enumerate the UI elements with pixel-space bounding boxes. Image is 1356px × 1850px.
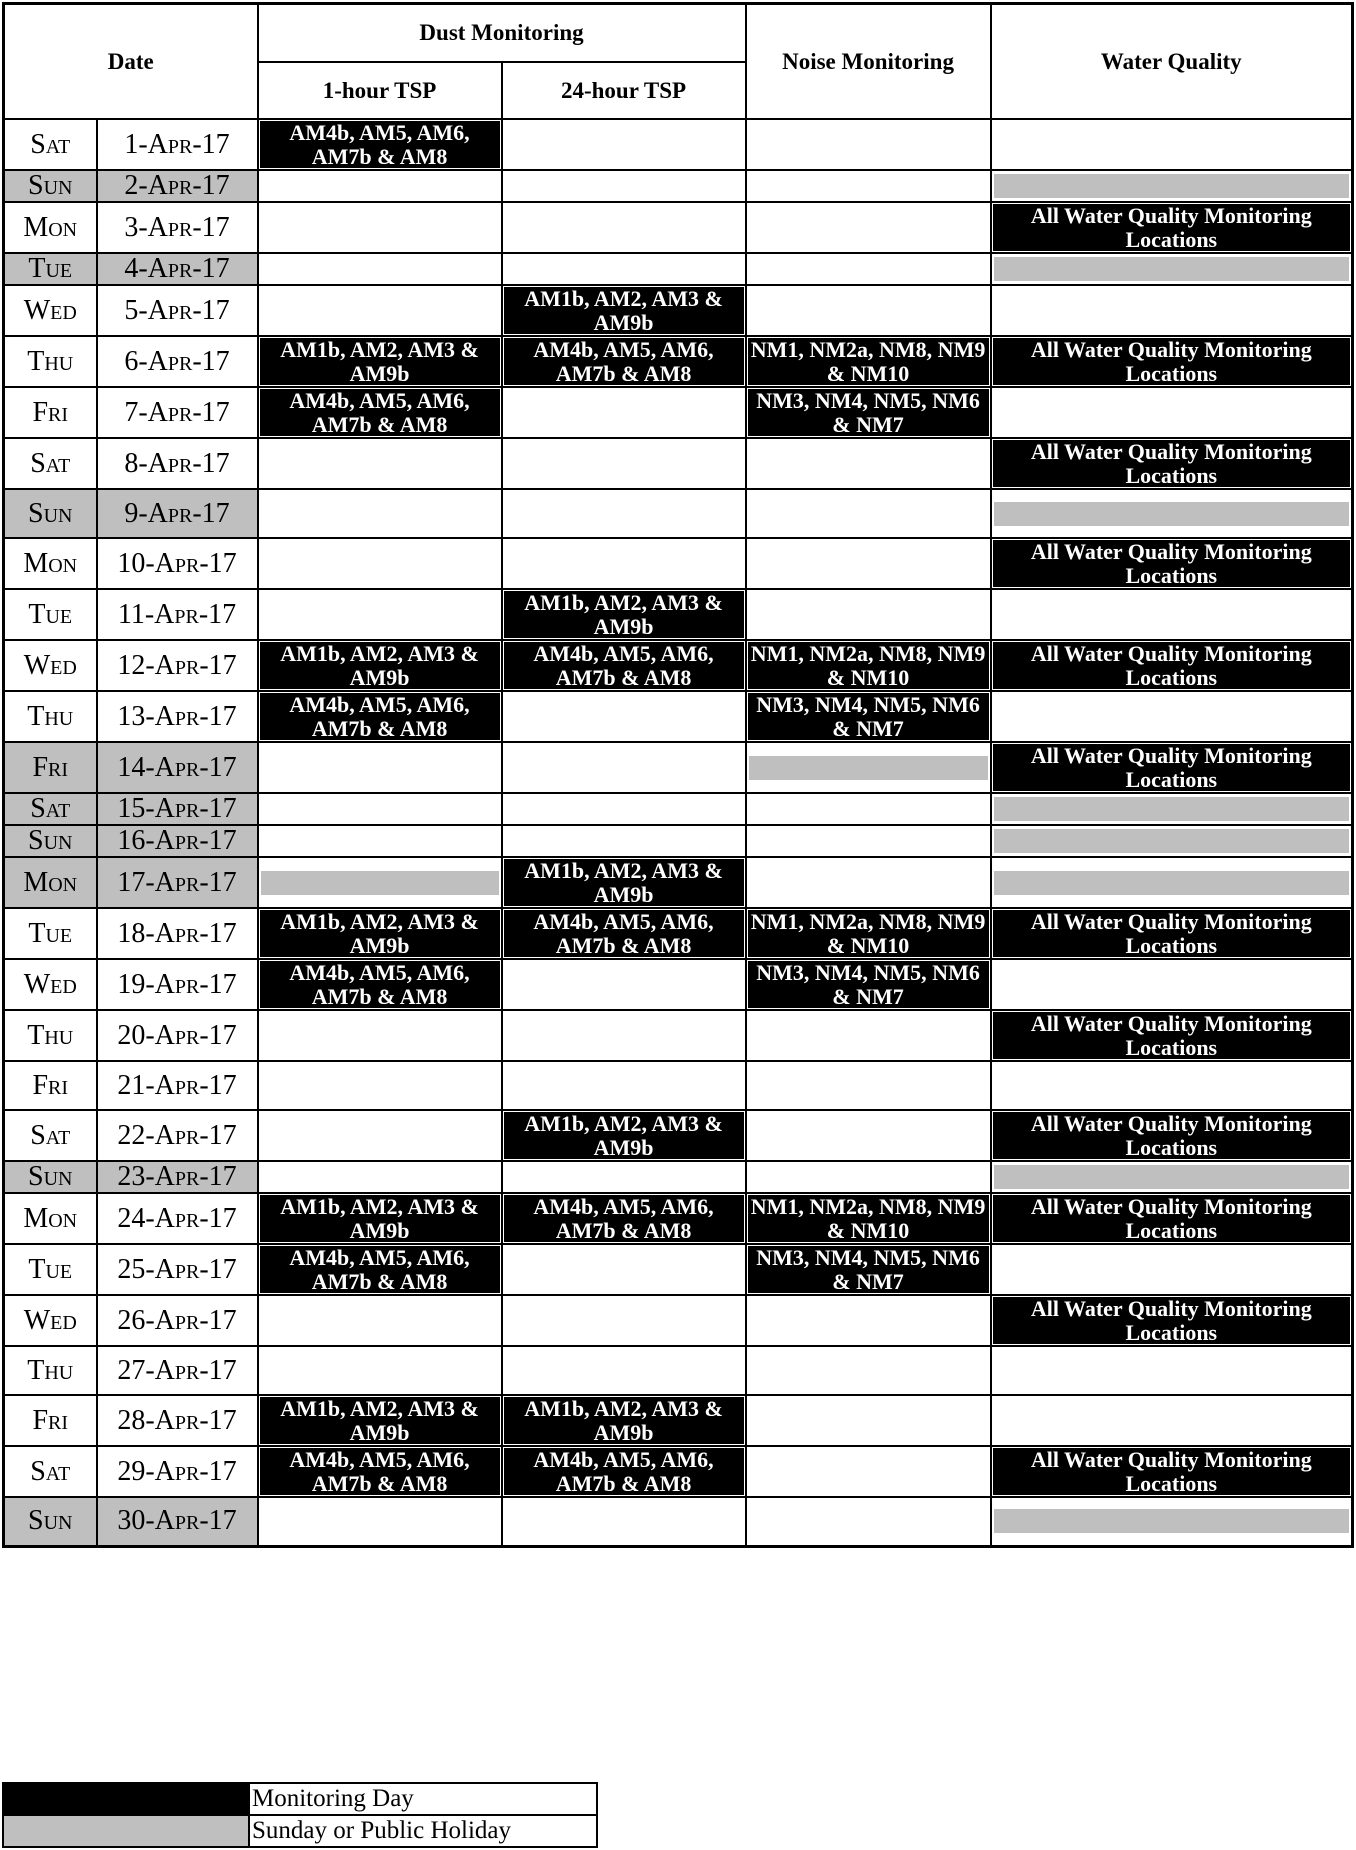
day-cell: Sat	[4, 1110, 97, 1161]
tsp-24h-cell	[502, 1161, 746, 1193]
water-cell	[991, 857, 1353, 908]
table-row	[4, 1446, 1353, 1497]
holiday-fill	[261, 871, 499, 895]
monitoring-block: AM1b, AM2, AM3 & AM9b	[260, 1397, 500, 1444]
tsp-24h-cell	[502, 438, 746, 489]
monitoring-block: NM1, NM2a, NM8, NM9 & NM10	[748, 910, 989, 957]
day-cell: Fri	[4, 387, 97, 438]
monitoring-schedule-table	[2, 2, 1354, 1548]
monitoring-day-swatch	[3, 1783, 249, 1815]
date-cell: 3-Apr-17	[97, 202, 258, 253]
day-cell: Tue	[4, 908, 97, 959]
monitoring-block: AM1b, AM2, AM3 & AM9b	[260, 642, 500, 689]
tsp-24h-cell	[502, 1295, 746, 1346]
monitoring-block: AM1b, AM2, AM3 & AM9b	[504, 1397, 744, 1444]
noise-cell	[746, 538, 991, 589]
tsp-1h-cell	[258, 489, 502, 538]
monitoring-block: NM3, NM4, NM5, NM6 & NM7	[748, 1246, 989, 1293]
holiday-fill	[994, 502, 1350, 526]
monitoring-block: AM4b, AM5, AM6, AM7b & AM8	[504, 910, 744, 957]
water-cell	[991, 336, 1353, 387]
date-cell: 4-Apr-17	[97, 253, 258, 285]
tsp-24h-cell	[502, 1244, 746, 1295]
noise-cell	[746, 170, 991, 202]
date-cell: 20-Apr-17	[97, 1010, 258, 1061]
water-cell	[991, 285, 1353, 336]
noise-cell	[746, 857, 991, 908]
noise-cell	[746, 742, 991, 793]
table-row	[4, 1161, 1353, 1193]
date-cell: 26-Apr-17	[97, 1295, 258, 1346]
date-cell: 25-Apr-17	[97, 1244, 258, 1295]
tsp-24h-cell	[502, 119, 746, 170]
date-cell: 7-Apr-17	[97, 387, 258, 438]
table-row	[4, 959, 1353, 1010]
monitoring-block: AM4b, AM5, AM6, AM7b & AM8	[260, 693, 500, 740]
header-water-quality: Water Quality	[991, 4, 1353, 120]
tsp-1h-cell	[258, 538, 502, 589]
noise-cell	[746, 336, 991, 387]
table-row	[4, 589, 1353, 640]
noise-cell	[746, 691, 991, 742]
table-row	[4, 793, 1353, 825]
day-cell: Wed	[4, 285, 97, 336]
day-cell: Thu	[4, 691, 97, 742]
monitoring-block: All Water Quality Monitoring Locations	[993, 540, 1351, 587]
tsp-1h-cell	[258, 438, 502, 489]
day-cell: Mon	[4, 857, 97, 908]
noise-cell	[746, 1497, 991, 1546]
day-cell: Sat	[4, 119, 97, 170]
date-cell: 8-Apr-17	[97, 438, 258, 489]
table-row	[4, 438, 1353, 489]
monitoring-block: AM4b, AM5, AM6, AM7b & AM8	[260, 961, 500, 1008]
monitoring-block: All Water Quality Monitoring Locations	[993, 910, 1351, 957]
tsp-24h-cell	[502, 1193, 746, 1244]
holiday-swatch	[3, 1815, 249, 1847]
legend	[2, 1782, 598, 1848]
table-row	[4, 857, 1353, 908]
date-cell: 6-Apr-17	[97, 336, 258, 387]
noise-cell	[746, 1061, 991, 1110]
tsp-1h-cell	[258, 202, 502, 253]
date-cell: 17-Apr-17	[97, 857, 258, 908]
legend-label-monitoring: Monitoring Day	[249, 1783, 597, 1815]
date-cell: 13-Apr-17	[97, 691, 258, 742]
tsp-1h-cell	[258, 1295, 502, 1346]
water-cell	[991, 908, 1353, 959]
table-row	[4, 1010, 1353, 1061]
water-cell	[991, 1395, 1353, 1446]
holiday-fill	[994, 1165, 1350, 1189]
day-cell: Wed	[4, 959, 97, 1010]
holiday-fill	[994, 1509, 1350, 1533]
water-cell	[991, 1244, 1353, 1295]
day-cell: Sun	[4, 1161, 97, 1193]
noise-cell	[746, 1395, 991, 1446]
monitoring-block: All Water Quality Monitoring Locations	[993, 440, 1351, 487]
monitoring-block: AM1b, AM2, AM3 & AM9b	[504, 591, 744, 638]
table-row	[4, 538, 1353, 589]
day-cell: Mon	[4, 1193, 97, 1244]
tsp-1h-cell	[258, 253, 502, 285]
tsp-24h-cell	[502, 1061, 746, 1110]
tsp-24h-cell	[502, 253, 746, 285]
water-cell	[991, 640, 1353, 691]
tsp-24h-cell	[502, 825, 746, 857]
table-row	[4, 202, 1353, 253]
monitoring-block: All Water Quality Monitoring Locations	[993, 1195, 1351, 1242]
monitoring-block: AM4b, AM5, AM6, AM7b & AM8	[260, 1246, 500, 1293]
water-cell	[991, 119, 1353, 170]
water-cell	[991, 1110, 1353, 1161]
water-cell	[991, 253, 1353, 285]
water-cell	[991, 691, 1353, 742]
monitoring-block: NM1, NM2a, NM8, NM9 & NM10	[748, 1195, 989, 1242]
table-row	[4, 387, 1353, 438]
tsp-24h-cell	[502, 1110, 746, 1161]
monitoring-block: All Water Quality Monitoring Locations	[993, 1112, 1351, 1159]
table-row	[4, 170, 1353, 202]
monitoring-block: AM4b, AM5, AM6, AM7b & AM8	[260, 1448, 500, 1495]
table-row	[4, 742, 1353, 793]
monitoring-block: NM3, NM4, NM5, NM6 & NM7	[748, 961, 989, 1008]
water-cell	[991, 202, 1353, 253]
date-cell: 28-Apr-17	[97, 1395, 258, 1446]
day-cell: Sat	[4, 793, 97, 825]
day-cell: Thu	[4, 1010, 97, 1061]
tsp-1h-cell	[258, 742, 502, 793]
monitoring-block: AM1b, AM2, AM3 & AM9b	[260, 910, 500, 957]
monitoring-block: AM1b, AM2, AM3 & AM9b	[504, 287, 744, 334]
day-cell: Fri	[4, 1395, 97, 1446]
monitoring-block: NM3, NM4, NM5, NM6 & NM7	[748, 693, 989, 740]
table-row	[4, 336, 1353, 387]
water-cell	[991, 959, 1353, 1010]
monitoring-block: NM1, NM2a, NM8, NM9 & NM10	[748, 642, 989, 689]
monitoring-block: All Water Quality Monitoring Locations	[993, 338, 1351, 385]
water-cell	[991, 438, 1353, 489]
day-cell: Sun	[4, 1497, 97, 1546]
legend-label-holiday: Sunday or Public Holiday	[249, 1815, 597, 1847]
noise-cell	[746, 1010, 991, 1061]
noise-cell	[746, 285, 991, 336]
header-24-hour-tsp: 24-hour TSP	[502, 62, 746, 119]
holiday-fill	[994, 797, 1350, 821]
tsp-1h-cell	[258, 285, 502, 336]
tsp-24h-cell	[502, 285, 746, 336]
tsp-24h-cell	[502, 857, 746, 908]
date-cell: 1-Apr-17	[97, 119, 258, 170]
table-row	[4, 1295, 1353, 1346]
day-cell: Wed	[4, 1295, 97, 1346]
tsp-24h-cell	[502, 589, 746, 640]
noise-cell	[746, 1346, 991, 1395]
date-cell: 19-Apr-17	[97, 959, 258, 1010]
noise-cell	[746, 793, 991, 825]
tsp-1h-cell	[258, 1497, 502, 1546]
tsp-24h-cell	[502, 1497, 746, 1546]
noise-cell	[746, 253, 991, 285]
table-row	[4, 119, 1353, 170]
tsp-1h-cell	[258, 1110, 502, 1161]
tsp-24h-cell	[502, 387, 746, 438]
date-cell: 2-Apr-17	[97, 170, 258, 202]
water-cell	[991, 538, 1353, 589]
day-cell: Thu	[4, 336, 97, 387]
monitoring-block: NM3, NM4, NM5, NM6 & NM7	[748, 389, 989, 436]
monitoring-block: AM1b, AM2, AM3 & AM9b	[260, 338, 500, 385]
noise-cell	[746, 825, 991, 857]
water-cell	[991, 825, 1353, 857]
monitoring-block: All Water Quality Monitoring Locations	[993, 204, 1351, 251]
noise-cell	[746, 387, 991, 438]
date-cell: 23-Apr-17	[97, 1161, 258, 1193]
table-row	[4, 1497, 1353, 1546]
tsp-1h-cell	[258, 589, 502, 640]
header-dust-monitoring: Dust Monitoring	[258, 4, 746, 63]
day-cell: Sun	[4, 489, 97, 538]
date-cell: 18-Apr-17	[97, 908, 258, 959]
noise-cell	[746, 1446, 991, 1497]
tsp-1h-cell	[258, 336, 502, 387]
tsp-24h-cell	[502, 489, 746, 538]
table-row	[4, 1110, 1353, 1161]
day-cell: Tue	[4, 253, 97, 285]
tsp-1h-cell	[258, 1010, 502, 1061]
tsp-24h-cell	[502, 742, 746, 793]
tsp-1h-cell	[258, 387, 502, 438]
tsp-1h-cell	[258, 170, 502, 202]
header-date: Date	[4, 4, 258, 120]
water-cell	[991, 742, 1353, 793]
water-cell	[991, 1346, 1353, 1395]
monitoring-block: AM4b, AM5, AM6, AM7b & AM8	[504, 338, 744, 385]
tsp-1h-cell	[258, 825, 502, 857]
tsp-1h-cell	[258, 1061, 502, 1110]
noise-cell	[746, 1244, 991, 1295]
tsp-24h-cell	[502, 908, 746, 959]
date-cell: 11-Apr-17	[97, 589, 258, 640]
date-cell: 24-Apr-17	[97, 1193, 258, 1244]
tsp-1h-cell	[258, 908, 502, 959]
holiday-fill	[994, 257, 1350, 281]
schedule-body	[4, 119, 1353, 1546]
holiday-fill	[994, 174, 1350, 198]
monitoring-block: All Water Quality Monitoring Locations	[993, 642, 1351, 689]
table-row	[4, 908, 1353, 959]
water-cell	[991, 1010, 1353, 1061]
tsp-1h-cell	[258, 1346, 502, 1395]
water-cell	[991, 170, 1353, 202]
monitoring-block: AM4b, AM5, AM6, AM7b & AM8	[260, 389, 500, 436]
monitoring-block: AM4b, AM5, AM6, AM7b & AM8	[504, 1448, 744, 1495]
water-cell	[991, 1061, 1353, 1110]
header-noise-monitoring: Noise Monitoring	[746, 4, 991, 120]
header-1-hour-tsp: 1-hour TSP	[258, 62, 502, 119]
monitoring-block: AM4b, AM5, AM6, AM7b & AM8	[504, 1195, 744, 1242]
date-cell: 16-Apr-17	[97, 825, 258, 857]
day-cell: Sat	[4, 1446, 97, 1497]
date-cell: 27-Apr-17	[97, 1346, 258, 1395]
monitoring-block: All Water Quality Monitoring Locations	[993, 1448, 1351, 1495]
day-cell: Thu	[4, 1346, 97, 1395]
tsp-24h-cell	[502, 691, 746, 742]
water-cell	[991, 387, 1353, 438]
noise-cell	[746, 438, 991, 489]
noise-cell	[746, 1193, 991, 1244]
day-cell: Mon	[4, 538, 97, 589]
tsp-24h-cell	[502, 1010, 746, 1061]
water-cell	[991, 1446, 1353, 1497]
day-cell: Mon	[4, 202, 97, 253]
monitoring-block: AM4b, AM5, AM6, AM7b & AM8	[260, 121, 500, 168]
table-row	[4, 825, 1353, 857]
table-row	[4, 691, 1353, 742]
monitoring-block: All Water Quality Monitoring Locations	[993, 744, 1351, 791]
tsp-24h-cell	[502, 170, 746, 202]
monitoring-block: All Water Quality Monitoring Locations	[993, 1297, 1351, 1344]
tsp-1h-cell	[258, 1193, 502, 1244]
table-row	[4, 1346, 1353, 1395]
date-cell: 30-Apr-17	[97, 1497, 258, 1546]
tsp-1h-cell	[258, 1395, 502, 1446]
date-cell: 9-Apr-17	[97, 489, 258, 538]
tsp-1h-cell	[258, 857, 502, 908]
tsp-24h-cell	[502, 336, 746, 387]
date-cell: 15-Apr-17	[97, 793, 258, 825]
date-cell: 29-Apr-17	[97, 1446, 258, 1497]
day-cell: Fri	[4, 1061, 97, 1110]
tsp-24h-cell	[502, 538, 746, 589]
legend-item-holiday	[3, 1815, 597, 1847]
water-cell	[991, 1193, 1353, 1244]
table-row	[4, 253, 1353, 285]
day-cell: Sun	[4, 825, 97, 857]
noise-cell	[746, 640, 991, 691]
date-cell: 14-Apr-17	[97, 742, 258, 793]
tsp-24h-cell	[502, 793, 746, 825]
table-row	[4, 1244, 1353, 1295]
table-row	[4, 1061, 1353, 1110]
tsp-24h-cell	[502, 640, 746, 691]
noise-cell	[746, 202, 991, 253]
water-cell	[991, 1497, 1353, 1546]
day-cell: Wed	[4, 640, 97, 691]
tsp-24h-cell	[502, 202, 746, 253]
water-cell	[991, 489, 1353, 538]
noise-cell	[746, 1110, 991, 1161]
tsp-1h-cell	[258, 1244, 502, 1295]
noise-cell	[746, 589, 991, 640]
day-cell: Tue	[4, 589, 97, 640]
tsp-1h-cell	[258, 640, 502, 691]
date-cell: 12-Apr-17	[97, 640, 258, 691]
water-cell	[991, 1295, 1353, 1346]
date-cell: 22-Apr-17	[97, 1110, 258, 1161]
day-cell: Sun	[4, 170, 97, 202]
holiday-fill	[994, 871, 1350, 895]
legend-item-monitoring	[3, 1783, 597, 1815]
monitoring-block: AM1b, AM2, AM3 & AM9b	[260, 1195, 500, 1242]
noise-cell	[746, 489, 991, 538]
holiday-fill	[994, 829, 1350, 853]
table-row	[4, 1193, 1353, 1244]
tsp-1h-cell	[258, 1446, 502, 1497]
date-cell: 21-Apr-17	[97, 1061, 258, 1110]
tsp-1h-cell	[258, 1161, 502, 1193]
tsp-24h-cell	[502, 959, 746, 1010]
tsp-1h-cell	[258, 691, 502, 742]
date-cell: 10-Apr-17	[97, 538, 258, 589]
day-cell: Fri	[4, 742, 97, 793]
noise-cell	[746, 959, 991, 1010]
water-cell	[991, 1161, 1353, 1193]
noise-cell	[746, 908, 991, 959]
monitoring-block: AM1b, AM2, AM3 & AM9b	[504, 859, 744, 906]
monitoring-block: All Water Quality Monitoring Locations	[993, 1012, 1351, 1059]
monitoring-block: AM1b, AM2, AM3 & AM9b	[504, 1112, 744, 1159]
table-row	[4, 489, 1353, 538]
table-row	[4, 1395, 1353, 1446]
water-cell	[991, 793, 1353, 825]
water-cell	[991, 589, 1353, 640]
tsp-24h-cell	[502, 1395, 746, 1446]
noise-cell	[746, 1295, 991, 1346]
date-cell: 5-Apr-17	[97, 285, 258, 336]
tsp-24h-cell	[502, 1446, 746, 1497]
tsp-1h-cell	[258, 119, 502, 170]
holiday-fill	[749, 756, 988, 780]
monitoring-block: NM1, NM2a, NM8, NM9 & NM10	[748, 338, 989, 385]
table-row	[4, 640, 1353, 691]
day-cell: Tue	[4, 1244, 97, 1295]
tsp-1h-cell	[258, 959, 502, 1010]
tsp-1h-cell	[258, 793, 502, 825]
noise-cell	[746, 1161, 991, 1193]
table-row	[4, 285, 1353, 336]
noise-cell	[746, 119, 991, 170]
monitoring-block: AM4b, AM5, AM6, AM7b & AM8	[504, 642, 744, 689]
tsp-24h-cell	[502, 1346, 746, 1395]
day-cell: Sat	[4, 438, 97, 489]
